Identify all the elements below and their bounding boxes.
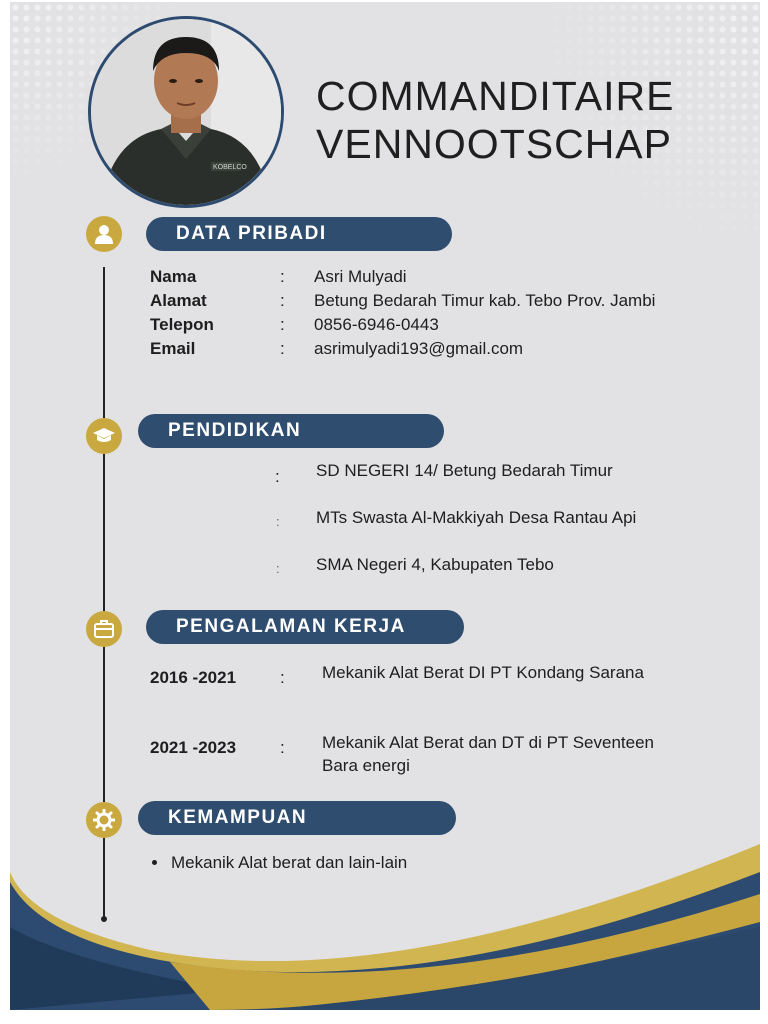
section-heading-label: PENGALAMAN KERJA xyxy=(176,616,406,637)
separator-colon: : xyxy=(280,315,285,334)
resume-page xyxy=(10,2,760,1010)
separator-colon: : xyxy=(280,339,285,358)
bottom-wave-decoration xyxy=(10,2,760,1010)
separator-colon: : xyxy=(280,668,285,687)
education-item: SMA Negeri 4, Kabupaten Tebo xyxy=(316,555,554,574)
separator-colon: : xyxy=(280,291,285,310)
separator-colon: : xyxy=(280,738,285,757)
title-line-1: COMMANDITAIRE xyxy=(316,73,675,119)
job-period: 2021 -2023 xyxy=(150,738,237,757)
field-label-alamat: Alamat xyxy=(150,291,207,310)
shirt-logo-text: KOBELCO xyxy=(213,164,247,171)
skill-item: Mekanik Alat berat dan lain-lain xyxy=(171,853,408,872)
field-value-telepon: 0856-6946-0443 xyxy=(314,315,439,334)
field-value-nama: Asri Mulyadi xyxy=(314,267,407,286)
job-period: 2016 -2021 xyxy=(150,668,237,687)
section-heading-label: PENDIDIKAN xyxy=(168,420,302,441)
field-label-email: Email xyxy=(150,339,196,358)
field-label-telepon: Telepon xyxy=(150,315,214,334)
education-item: SD NEGERI 14/ Betung Bedarah Timur xyxy=(316,461,613,480)
field-label-nama: Nama xyxy=(150,267,197,286)
job-description-continued: Bara energi xyxy=(322,756,410,775)
title-line-2: VENNOOTSCHAP xyxy=(316,121,672,167)
separator-colon: : xyxy=(280,267,285,286)
field-value-email: asrimulyadi193@gmail.com xyxy=(314,339,524,358)
separator-colon: : xyxy=(276,514,280,529)
job-description: Mekanik Alat Berat DI PT Kondang Sarana xyxy=(322,663,644,682)
field-value-alamat: Betung Bedarah Timur kab. Tebo Prov. Jambi xyxy=(314,291,656,310)
separator-colon: : xyxy=(275,467,280,486)
section-heading-label: DATA PRIBADI xyxy=(176,223,327,244)
separator-colon: : xyxy=(276,561,280,576)
job-description: Mekanik Alat Berat dan DT di PT Seventeen xyxy=(322,733,655,752)
section-heading-label: KEMAMPUAN xyxy=(168,807,308,828)
education-item: MTs Swasta Al-Makkiyah Desa Rantau Api xyxy=(316,508,637,527)
